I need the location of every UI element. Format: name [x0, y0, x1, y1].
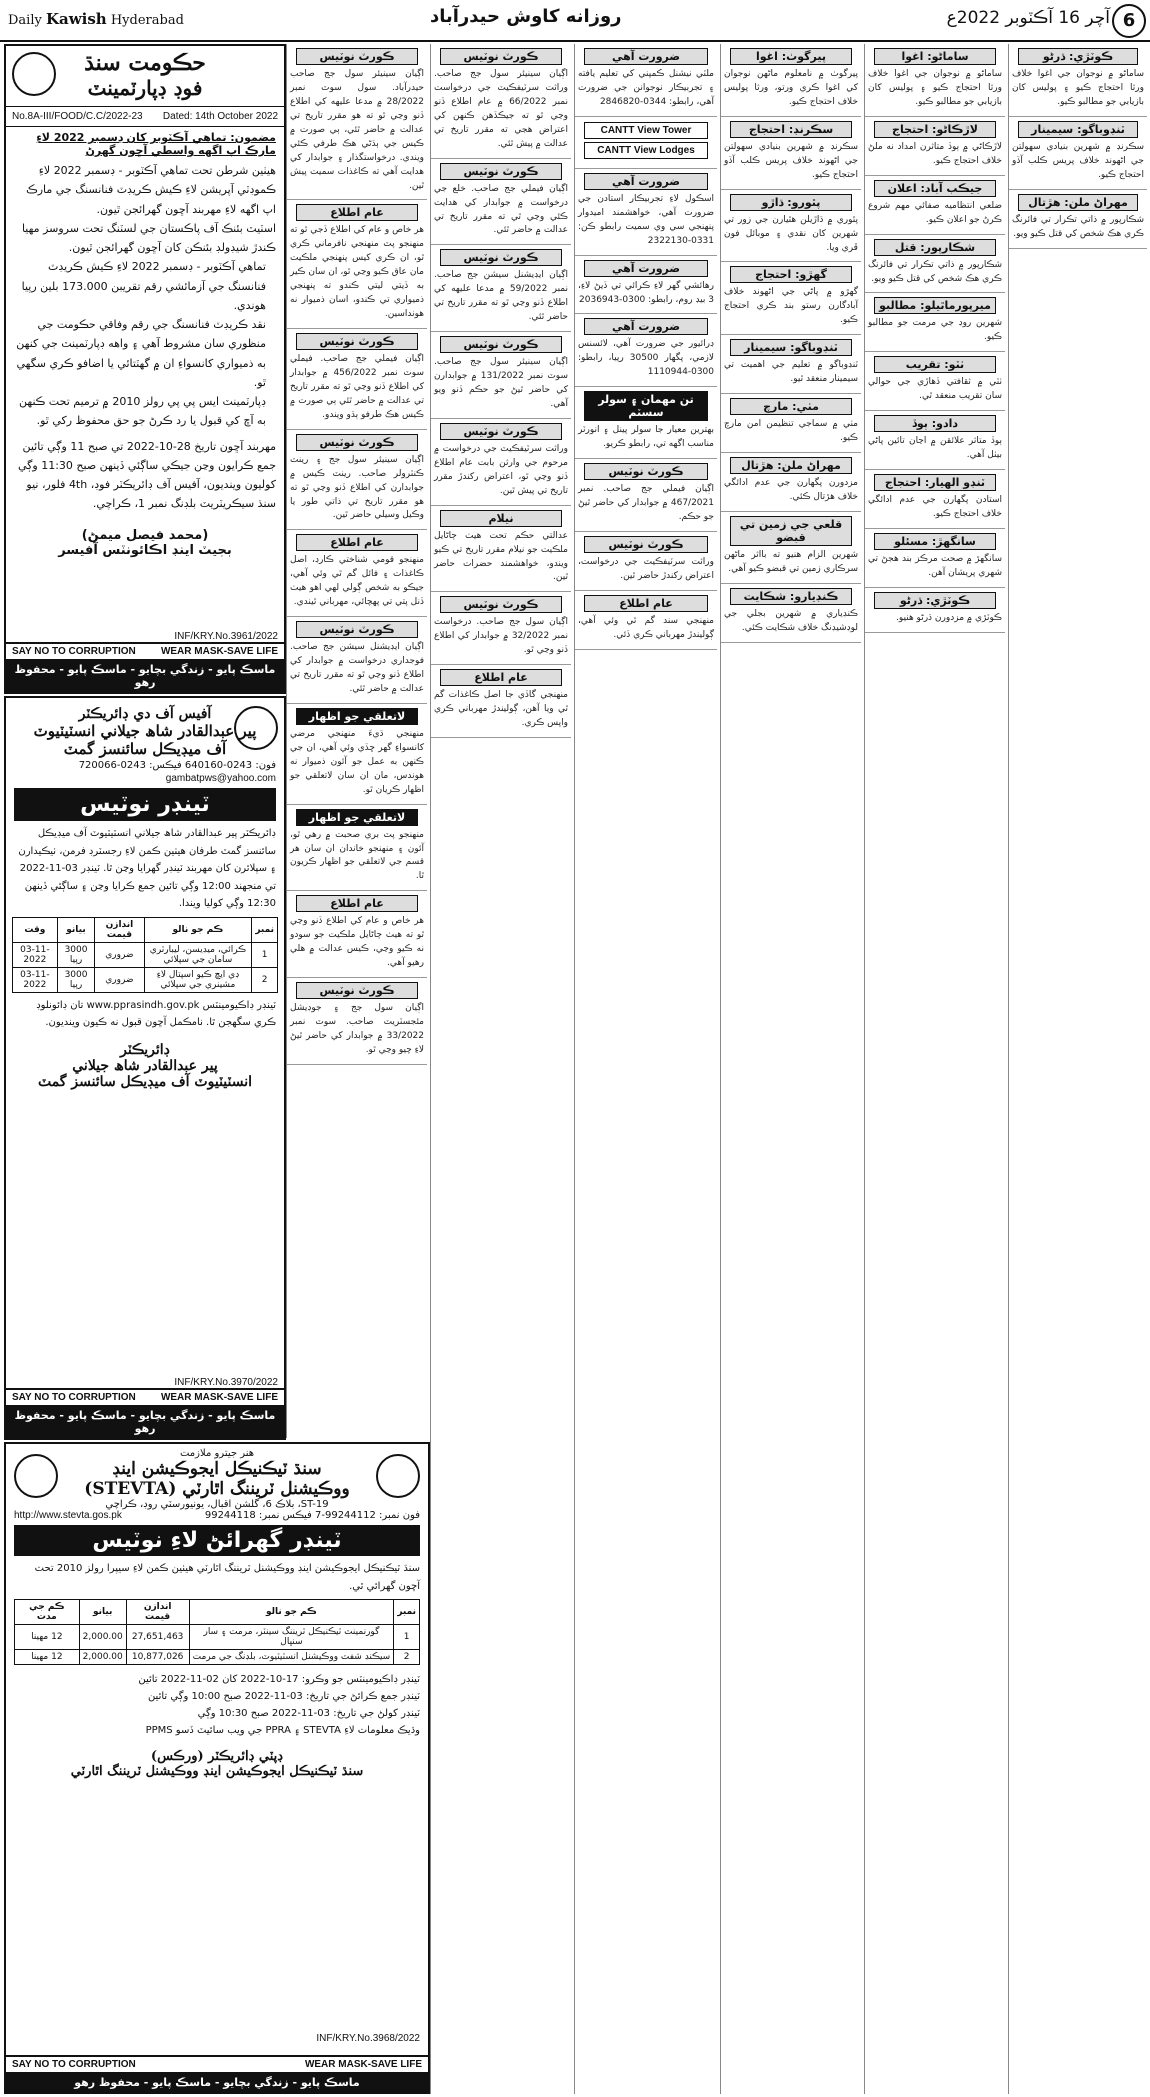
stevta-ad-name-1: سنڌ ٽيڪنيڪل ايجوڪيشن اينڊ [112, 1459, 322, 1479]
notice [431, 245, 571, 332]
notice-body: هر خاص و عام کي اطلاع ڏنو وڃي ٿو ته هيٺ ڄاڻايل ملڪيت جو سودو نه ڪيو وڃي، ڪيس عدالت ۾ هلي رهيو آهي. [290, 916, 424, 969]
notice-body: ملٽي نيشنل ڪمپني کي تعليم يافته ۽ تجربيڪار نوجوانن جي ضرورت آهي، رابطو: 0344-2846820 [578, 69, 714, 107]
table-cell: 3000 رپيا [57, 967, 95, 992]
news-body: ڪوٽڙي ۾ مزدورن ڌرڻو هنيو. [896, 612, 1002, 623]
notice [575, 44, 717, 117]
notice-heading: ڪورٽ نوٽيس [440, 596, 562, 613]
news-item [721, 453, 861, 512]
notice [431, 419, 571, 506]
food-ad-title-2: فوڊ ڊپارٽمينٽ [87, 76, 203, 100]
notice-heading: ڪورٽ نوٽيس [440, 423, 562, 440]
pir-ad-corruption-strip [6, 1388, 284, 1438]
notice-heading: ڪورٽ نوٽيس [296, 434, 418, 451]
stevta-schedule-item: وڌيڪ معلومات لاءِ STEVTA ۽ PPRA جي ويب سائيٽ ڏسو PPMS [145, 1725, 420, 1736]
table-cell: 1 [252, 942, 278, 967]
notice-body: رهائشي گهر لاءِ ڪرائي تي ڏيڻ لاءِ، 3 بيڊ روم، رابطو: 0300-2036943 [578, 280, 714, 305]
notice-heading: ڪورٽ نوٽيس [296, 621, 418, 638]
news-body: ڪنڊياري ۾ شهرين بجلي جي لوڊشيڊنگ خلاف شڪايت ڪئي. [724, 608, 858, 633]
table-cell: ڊي ايڇ ڪيو اسپتال لاءِ مشينري جي سپلائي [144, 967, 252, 992]
notice-heading: تن مهمان ۽ سولر سسٽم [584, 391, 708, 421]
food-ad-item-3: ڊپارٽمينٽ ايس پي پي رولز 2010 ۾ ترميم تحت ڪنهن به آڇ کي قبول يا رد ڪرڻ جو حق محفوظ رکي ٿو. [19, 395, 266, 428]
news-heading: لاڙڪاڻو: احتجاج [874, 121, 996, 138]
stevta-ad-tender-table [14, 1599, 420, 1665]
news-body: پٿوري ۾ ڌاڙيلن هٿيارن جي زور تي شهرين کان نقدي ۽ موبائل فون ڦري ويا. [724, 214, 858, 253]
table-header: ڪم جو نالو [189, 1600, 394, 1625]
corruption-right: WEAR MASK-SAVE LIFE [160, 646, 278, 657]
news-body: شڪارپور ۾ ذاتي تڪرار تي فائرنگ ڪري هڪ شخص کي قتل ڪيو ويو. [868, 259, 1002, 284]
notice-heading: ڪورٽ نوٽيس [584, 463, 708, 480]
news-body: شهرين الزام هنيو ته بااثر ماڻهن سرڪاري زمين تي قبضو ڪيو آهي. [724, 549, 858, 574]
notice [575, 459, 717, 532]
stevta-ad-inf-no: INF/KRY.No.3968/2022 [316, 2033, 420, 2044]
pir-ad-sign-1: ڊائريڪٽر [120, 1041, 170, 1058]
stevta-ad-address: ST-19، بلاڪ 6، گلشن اقبال، يونيورسٽي روڊ، ڪراچي [105, 1499, 329, 1510]
notice-heading: ڪورٽ نوٽيس [440, 163, 562, 180]
notice-body: عدالتي حڪم تحت هيٺ ڄاڻايل ملڪيت جو نيلام مقرر تاريخ تي ڪيو ويندو، خواهشمند حضرات حاضر ٿين. [434, 530, 568, 583]
stevta-schedule-item: ٽينڊر ڊاڪيومينٽس جو وڪرو: 17-10-2022 کان 02-11-2022 تائين [138, 1674, 420, 1685]
table-cell: 12 مهينا [15, 1625, 80, 1650]
sindh-govt-emblem-icon [12, 52, 56, 96]
food-ad-subject: مضمون: تماهي آڪٽوبر کان ڊسمبر 2022 لاءِ مارڪ اپ اگهه واسطي آڇون گهرڻ [36, 131, 276, 157]
court-notices-column-2 [430, 44, 571, 2094]
food-ad-inf-no: INF/KRY.No.3961/2022 [174, 631, 278, 642]
cantt-view-ad [575, 117, 717, 169]
notice-heading: ڪورٽ نوٽيس [296, 48, 418, 65]
stevta-ad-corruption-strip [6, 2055, 428, 2092]
notice-heading: ضرورت آهي [584, 48, 708, 65]
notice-body: اڳيان فيملي جج صاحب. خلع جي درخواست ۾ جوابدار کي هدايت ڪئي وڃي ٿي ته مقرر تاريخ تي عدالت ۾ حاضر ٿئي. [434, 183, 568, 236]
food-ad-signatory: (محمد فيصل ميمڻ) [81, 527, 209, 543]
notice-body: اسڪول لاءِ تجربيڪار استادن جي ضرورت آهي، خواهشمند اميدوار پنهنجي سي وي سميت رابطو ڪن: 0331-2322130 [578, 193, 714, 246]
news-item [721, 335, 861, 394]
stevta-ad-website: http://www.stevta.gos.pk [14, 1510, 122, 1521]
table-cell: 2 [252, 967, 278, 992]
news-body: سڪرنڊ ۾ شهرين بنيادي سهولتن جي اڻهوند خلاف پريس ڪلب آڏو احتجاج ڪيو. [1012, 141, 1144, 180]
table-header: بيانو [57, 917, 95, 942]
notice [431, 159, 571, 246]
notice [575, 314, 717, 387]
notice [287, 704, 427, 805]
notice-heading: ڪورٽ نوٽيس [440, 336, 562, 353]
notice [575, 591, 717, 650]
notice-heading: نيلام [440, 510, 562, 527]
news-heading: شڪارپور: قتل [874, 239, 996, 256]
corruption-sindhi: ماسڪ پايو - زندگي بچايو - ماسڪ پايو - محفوظ رهو [6, 660, 284, 692]
news-item [1009, 190, 1147, 249]
table-cell: 27,651,463 [126, 1625, 189, 1650]
news-item [721, 44, 861, 117]
news-item [865, 352, 1005, 411]
notice-body: منهنجي گاڏي جا اصل ڪاغذات گم ٿي ويا آهن، ڳوليندڙ مهرباني ڪري واپس ڪري. [434, 690, 568, 729]
table-cell: سيڪنڊ شفٽ ووڪيشنل انسٽيٽيوٽ، بلڊنگ جي مرمت [189, 1650, 394, 1665]
news-column-1 [720, 44, 861, 2094]
news-heading: ميرپورماٿيلو: مطالبو [874, 297, 996, 314]
news-heading: گهڙو: احتجاج [730, 266, 852, 283]
notice [287, 200, 427, 329]
table-header: بيانو [79, 1600, 126, 1625]
table-header: ڪم جي مدت [15, 1600, 80, 1625]
notice-heading: عام اطلاع [296, 895, 418, 912]
notice-body: منهنجي ڌيءَ منهنجي مرضي کانسواءِ گهر ڇڏي وئي آهي، ان جي ڪنهن به عمل جو آئون ذميوار نه هوندس، مان ان سان لاتعلقي جو اظهار ڪريان ٿو. [290, 728, 424, 795]
news-item [721, 512, 861, 584]
food-ad-closing: مهربند آڇون تاريخ 28-10-2022 تي صبح 11 وڳي تائين جمع ڪرايون وڃن جيڪي ساڳئي ڏينهن صبح 11:30 وڳي کوليون وينديون، آفيس آف ڊائريڪٽر فوڊ، 4th فلور، نيو سنڌ سيڪريٽريٽ بلڊنگ نمبر 1، ڪراچي. [17, 439, 276, 511]
notice [431, 506, 571, 593]
food-ad-ref-no: No.8A-III/FOOD/C.C/2022-23 [12, 111, 143, 122]
news-heading: قلعي جي زمين تي قبضو [730, 516, 852, 546]
pir-ad-notes: ٽينڊر ڊاڪيومينٽس www.pprasindh.gov.pk تان ڊائونلوڊ ڪري سگهجن ٿا. نامڪمل آڇون قبول نه ڪيون وينديون. [36, 999, 276, 1028]
news-item [865, 588, 1005, 633]
corruption-right: WEAR MASK-SAVE LIFE [160, 1392, 278, 1403]
notice-body: وراثت سرٽيفڪيٽ جي درخواست، اعتراض رکندڙ حاضر ٿين. [578, 556, 714, 581]
news-body: شهرين روڊ جي مرمت جو مطالبو ڪيو. [868, 318, 1002, 343]
corruption-sindhi: ماسڪ پايو - زندگي بچايو - ماسڪ پايو - محفوظ رهو [6, 2073, 428, 2092]
news-item [721, 394, 861, 453]
pir-ad-institute-2: آف ميڊيڪل سائنسز گمٽ [63, 740, 227, 758]
sindh-govt-emblem-icon [14, 1454, 58, 1498]
table-cell: 3000 رپيا [57, 942, 95, 967]
stevta-ad-banner: ٽينڊر گهرائڻ لاءِ نوٽيس [14, 1525, 420, 1556]
table-cell: 2,000.00 [79, 1625, 126, 1650]
news-item [721, 262, 861, 335]
notice [287, 329, 427, 430]
food-ad-corruption-strip [6, 642, 284, 692]
news-column-3 [1008, 44, 1147, 2094]
table-header: اندازن قيمت [95, 917, 144, 942]
table-header: ڪم جو نالو [144, 917, 252, 942]
table-cell: 1 [394, 1625, 420, 1650]
notice [575, 387, 717, 459]
news-heading: پٿورو: ڌاڙو [730, 194, 852, 211]
notice-heading: ڪورٽ نوٽيس [440, 48, 562, 65]
table-row [13, 942, 278, 967]
news-item [865, 176, 1005, 235]
news-item [1009, 117, 1147, 190]
news-item [865, 117, 1005, 176]
notice [287, 530, 427, 617]
stevta-ad-name-2: ووڪيشنل ٽريننگ اٿارٽي (STEVTA) [84, 1479, 350, 1499]
notice-body: اڳيان سينيئر سول جج صاحب حيدرآباد. سول سوٽ نمبر 28/2022 ۾ مدعا عليهه کي اطلاع ڏنو وڃي ٿو ته هو مقرر تاريخ تي عدالت ۾ حاضر ٿئي، ٻي صورت ۾ ڪيس جي ٻڌڻي هڪ طرفي ڪئي ويندي. درخواستگذار ۽ جوابدار کي هدايت آهي ته ڪاغذات سميت پيش ٿين. [290, 69, 424, 191]
news-body: ساماڻو ۾ نوجوان جي اغوا خلاف ورثا احتجاج ڪيو ۽ پوليس کان بازيابي جو مطالبو ڪيو. [868, 69, 1002, 107]
masthead [0, 0, 1150, 42]
food-ad-title-1: حڪومت سنڌ [84, 50, 206, 76]
table-cell: 2 [394, 1650, 420, 1665]
cantt-view-tower: CANTT View Tower [584, 122, 708, 139]
pir-ad-email: gambatpws@yahoo.com [165, 773, 276, 784]
news-heading: ڪوٽڙي: ڌرڻو [1018, 48, 1138, 65]
news-body: سانگهڙ ۾ صحت مرڪز بند هجڻ تي شهري پريشان آهن. [868, 553, 1002, 578]
news-heading: سڪرنڊ: احتجاج [730, 121, 852, 138]
news-item [865, 235, 1005, 294]
food-ad-date: Dated: 14th October 2022 [162, 111, 278, 122]
news-body: ضلعي انتظاميه صفائي مهم شروع ڪرڻ جو اعلان ڪيو. [868, 200, 1002, 225]
notice-heading: عام اطلاع [440, 669, 562, 686]
stevta-ad-sign-1: ڊپٽي ڊائريڪٽر (ورڪس) [150, 1749, 284, 1764]
pir-ad-sign-3: انسٽيٽيوٽ آف ميڊيڪل سائنسز گمٽ [37, 1073, 253, 1090]
stevta-ad-intro: سنڌ ٽيڪنيڪل ايجوڪيشن اينڊ ووڪيشنل ٽريننگ اٿارٽي هيٺين ڪمن لاءِ سيپرا رولز 2010 تحت آڇون گهرائي ٿي. [34, 1563, 420, 1592]
notice [287, 617, 427, 704]
table-header: وقت [13, 917, 58, 942]
notice [431, 665, 571, 738]
notice-body: اڳيان فيملي جج صاحب. فيملي سوٽ نمبر 456/2022 ۾ جوابدار کي اطلاع ڏنو وڃي ٿو ته مقرر تاريخ تي عدالت ۾ حاضر ٿئي ٻي صورت ۾ ڪيس هڪ طرفو ٻڌو ويندو. [290, 354, 424, 420]
notice [575, 169, 717, 256]
table-row [13, 967, 278, 992]
news-heading: جيڪب آباد: اعلان [874, 180, 996, 197]
notice-body: منهنجي سند گم ٿي وئي آهي، ڳوليندڙ مهرباني ڪري ڏئي. [578, 615, 714, 640]
news-column-2 [864, 44, 1005, 2094]
notice-heading: عام اطلاع [296, 204, 418, 221]
pir-ad-body: ڊائريڪٽر پير عبدالقادر شاھ جيلاني انسٽيٽيوٽ آف ميڊيڪل سائنسز گمٽ طرفان هيٺين ڪمن لاءِ رجسٽرڊ فرمن، ٺيڪيدارن ۽ سپلائرن کان مهربند ٽينڊر گهرايا وڃن ٿا. ٽينڊر 03-11-2022 تي منجهند 12:00 وڳي تائين جمع ڪرايا وڃن ۽ ساڳئي ڏينهن 12:30 وڳي کوليا ويندا. [18, 828, 276, 909]
food-ad-item-1: تماهي آڪٽوبر - ڊسمبر 2022 لاءِ ڪيش ڪريڊٽ فنانسنگ جي آزمائشي رقم تقريبن 173.000 بلين رپيا هوندي. [21, 260, 266, 312]
masthead-city: Hyderabad [110, 13, 184, 28]
page-number: 6 [1112, 4, 1146, 38]
table-header: نمبر [394, 1600, 420, 1625]
notice [431, 592, 571, 665]
notice-heading: ضرورت آهي [584, 318, 708, 335]
notice [287, 430, 427, 531]
notice-body: منهنجو قومي شناختي ڪارڊ، اصل ڪاغذات ۽ فائل گم ٿي وئي آهي، جيڪو به شخص ڳولي لهي اهو هيٺ ڏنل پتي تي پهچائي، مهرباني ٿيندي. [290, 555, 424, 608]
news-heading: مٺي: مارچ [730, 398, 852, 415]
news-body: شڪارپور ۾ ذاتي تڪرار تي فائرنگ ڪري هڪ شخص کي قتل ڪيو ويو. [1012, 214, 1144, 239]
stevta-schedule-item: ٽينڊر جمع ڪرائڻ جي تاريخ: 03-11-2022 صبح 10:00 وڳي تائين [147, 1691, 420, 1702]
notice-body: هر خاص و عام کي اطلاع ڏجي ٿو ته منهنجو پٽ منهنجي نافرماني ڪري ٿو، ان ڪري کيس پنهنجي ملڪيت مان عاق ڪيو وڃي ٿو، ان سان ڪير به ڏيتي ليتي ڪندو ته پنهنجي ذميواري تي ڪندو، اسان ذميوار نه هونداسين. [290, 225, 424, 320]
pir-institute-ad [4, 696, 286, 1440]
news-item [721, 117, 861, 190]
food-ad-item-2: نقد ڪريڊٽ فنانسنگ جي رقم وفاقي حڪومت جي منظوري سان مشروط آهي ۽ واهه ڊپارٽمينٽ جي کنهن به ذميواري کانسواءِ ان ۾ گهٽتائي يا اضافو ڪري سگهي ٿو. [16, 318, 266, 389]
news-heading: ٽنڊوباگو: سيمينار [730, 339, 852, 356]
masthead-prefix: Daily [8, 13, 42, 28]
corruption-left: SAY NO TO CORRUPTION [12, 646, 136, 657]
notice-heading: ڪورٽ نوٽيس [296, 333, 418, 350]
news-heading: ڪوٽڙي: ڌرڻو [874, 592, 996, 609]
notice-heading: ڪورٽ نوٽيس [584, 536, 708, 553]
table-row [15, 1650, 420, 1665]
news-item [865, 411, 1005, 470]
news-item [865, 44, 1005, 117]
table-cell: 03-11-2022 [13, 967, 58, 992]
news-heading: ساماڻو: اغوا [874, 48, 996, 65]
classifieds-column [574, 44, 717, 2094]
pir-ad-office: آفيس آف دي ڊائريڪٽر [78, 706, 212, 722]
news-body: سڪرنڊ ۾ شهرين بنيادي سهولتن جي اڻهوند خلاف پريس ڪلب آڏو احتجاج ڪيو. [724, 141, 858, 180]
notice-heading: ڪورٽ نوٽيس [440, 249, 562, 266]
notice-heading: لاتعلقي جو اظهار [296, 809, 418, 826]
notice-heading: ضرورت آهي [584, 173, 708, 190]
table-cell: ڪرائي، ميڊيسن، ليبارٽري سامان جي سپلائي [144, 942, 252, 967]
notice-body: اڳيان سينيئر سول جج صاحب. سوٽ نمبر 131/2022 ۾ جوابدارن کي حاضر ٿيڻ جو حڪم ڏنو ويو آهي. [434, 357, 568, 409]
stevta-ad [4, 1442, 430, 2094]
notice-body: اڳيان ايڊيشنل سيشن جج صاحب. فوجداري درخواست ۾ جوابدار کي اطلاع ڏنو وڃي ٿو ته مقرر تاريخ تي عدالت ۾ حاضر ٿئي. [290, 642, 424, 694]
table-cell: 03-11-2022 [13, 942, 58, 967]
food-department-ad [4, 44, 286, 694]
table-cell: ضروري [95, 967, 144, 992]
notice-heading: ضرورت آهي [584, 260, 708, 277]
notice-heading: ڪورٽ نوٽيس [296, 982, 418, 999]
notice [431, 44, 571, 159]
news-body: لاڙڪاڻي ۾ ٻوڏ متاثرن امداد نه ملڻ خلاف احتجاج ڪيو. [868, 141, 1002, 166]
news-body: مزدورن پگهارن جي عدم ادائگي خلاف هڙتال ڪئي. [724, 478, 858, 502]
news-body: گهڙو ۾ پاڻي جي اڻهوند خلاف آبادگارن رستو بند ڪري احتجاج ڪيو. [724, 287, 858, 326]
news-body: ٻوڏ متاثر علائقن ۾ اڃان تائين پاڻي بيٺل آهي. [868, 436, 1002, 461]
notice [287, 978, 427, 1065]
pir-ad-banner: ٽينڊر نوٽيس [14, 788, 276, 821]
court-notices-column-1 [286, 44, 427, 1438]
masthead-title: روزانه كاوش حيدرآباد [430, 6, 622, 27]
stevta-schedule-item: ٽينڊر کولڻ جي تاريخ: 03-11-2022 صبح 10:30 وڳي [197, 1708, 420, 1719]
notice [575, 256, 717, 315]
news-heading: پيرگوٺ: اغوا [730, 48, 852, 65]
news-body: ساماڻو ۾ نوجوان جي اغوا خلاف ورثا احتجاج ڪيو ۽ پوليس کان بازيابي جو مطالبو ڪيو. [1012, 69, 1144, 107]
notice-body: بهترين معيار جا سولر پينل ۽ انورٽر مناسب اگهه تي، رابطو ڪريو. [578, 425, 714, 450]
news-heading: مهراڻ ملن: هڙتال [730, 457, 852, 474]
pir-ad-inf-no: INF/KRY.No.3970/2022 [174, 1377, 278, 1388]
food-ad-signatory-title: بجيٽ اينڊ اڪائونٽس آفيسر [58, 542, 232, 558]
notice-heading: عام اطلاع [584, 595, 708, 612]
notice-body: وراثت سرٽيفڪيٽ جي درخواست ۾ مرحوم جي وارثن بابت عام اطلاع ڏنو وڃي ٿو، اعتراض رکندڙ مقرر تاريخ تي پيش ٿين. [434, 443, 568, 496]
notice-heading: لاتعلقي جو اظهار [296, 708, 418, 725]
table-row [15, 1625, 420, 1650]
notice [287, 891, 427, 978]
pir-ad-sign-2: پير عبدالقادر شاھ جيلاني [72, 1057, 218, 1074]
news-item [865, 529, 1005, 588]
news-heading: ٺٽو: تقريب [874, 356, 996, 373]
corruption-left: SAY NO TO CORRUPTION [12, 1392, 136, 1403]
table-header: نمبر [252, 917, 278, 942]
notice-body: ڊرائيور جي ضرورت آهي، لائسنس لازمي، پگهار 30500 رپيا، رابطو: 0300-1110944 [578, 339, 714, 378]
table-cell: 2,000.00 [79, 1650, 126, 1665]
corruption-sindhi: ماسڪ پايو - زندگي بچايو - ماسڪ پايو - محفوظ رهو [6, 1406, 284, 1438]
news-heading: ٽنڊوباگو: سيمينار [1018, 121, 1138, 138]
news-body: مٺي ۾ سماجي تنظيمن امن مارچ ڪيو. [724, 419, 858, 444]
stevta-ad-sign-2: سنڌ ٽيڪنيڪل ايجوڪيشن اينڊ ووڪيشنل ٽريننگ اٿارٽي [70, 1764, 364, 1779]
news-heading: مهراڻ ملن: هڙتال [1018, 194, 1138, 211]
notice-body: اڳيان فيملي جج صاحب. نمبر 467/2021 ۾ جوابدار کي حاضر ٿيڻ جو حڪم. [578, 484, 714, 522]
corruption-right: WEAR MASK-SAVE LIFE [304, 2059, 422, 2070]
notice [431, 332, 571, 419]
notice-body: اڳيان سول جج صاحب. درخواست نمبر 32/2022 ۾ جوابدار کي اطلاع ڏنو وڃي ٿو. [434, 617, 568, 656]
notice-body: اڳيان سول جج ۽ جوڊيشل مئجسٽريٽ صاحب. سوٽ نمبر 33/2022 ۾ جوابدار کي حاضر ٿيڻ لاءِ چيو وڃي ٿو. [290, 1003, 424, 1055]
notice [287, 44, 427, 200]
pir-ad-tender-table [12, 917, 278, 993]
notice-heading: عام اطلاع [296, 534, 418, 551]
cantt-view-lodges: CANTT View Lodges [584, 142, 708, 159]
news-heading: دادو: ٻوڏ [874, 415, 996, 432]
notice [575, 532, 717, 591]
food-ad-body-1: هيٺين شرطن تحت تماهي آڪٽوبر - ڊسمبر 2022 لاءِ ڪموڊٽي آپريشن لاءِ ڪيش ڪريڊٽ فنانسنگ جي مارڪ اپ اگهه لاءِ مهربند آڇون گهرائجن ٿيون. [26, 164, 276, 216]
news-item [721, 584, 861, 643]
news-item [721, 190, 861, 263]
news-item [865, 293, 1005, 352]
table-cell: 12 مهينا [15, 1650, 80, 1665]
news-body: استادن پگهارن جي عدم ادائگي خلاف احتجاج ڪيو. [868, 495, 1002, 519]
news-heading: ڪنڊيارو: شڪايت [730, 588, 852, 605]
stevta-ad-top: هنر جيترو ملازمت [179, 1448, 255, 1459]
pir-ad-institute-1: پير عبدالقادر شاھ جيلاني انسٽيٽيوٽ [33, 722, 257, 740]
table-cell: ضروري [95, 942, 144, 967]
notice-body: منهنجو پٽ بري صحبت ۾ رهي ٿو، آئون ۽ منهنجو خاندان ان سان هر قسم جي لاتعلقي جو اظهار ڪريون ٿا. [290, 829, 424, 882]
masthead-date: آچر 16 آڪٽوبر 2022ع [946, 8, 1110, 28]
notice-body: اڳيان سينيئر سول جج صاحب. وراثت سرٽيفڪيٽ جي درخواست نمبر 66/2022 ۾ عام اطلاع ڏنو وڃي ٿو ته جيڪڏهن ڪنهن کي اعتراض هجي ته مقرر تاريخ تي عدالت ۾ پيش ٿئي. [434, 69, 568, 149]
news-item [865, 470, 1005, 529]
food-ad-body-2: اسٽيٽ بئنڪ آف پاڪستان جي لسٽنگ تحت سروسز مهيا ڪندڙ شيڊولڊ بئنڪن کان آڇون گهرائجن ٿيون. [21, 221, 276, 254]
news-body: ٽنڊوباگو ۾ تعليم جي اهميت تي سيمينار منعقد ٿيو. [724, 360, 858, 385]
stevta-logo-icon [376, 1454, 420, 1498]
masthead-brand: Kawish [45, 10, 107, 28]
table-header: اندازن قيمت [126, 1600, 189, 1625]
institute-logo-icon [234, 706, 278, 750]
notice-body: اڳيان ايڊيشنل سيشن جج صاحب. نمبر 59/2022 ۾ مدعا عليهه کي اطلاع ڏنو وڃي ٿو ته مقرر تاريخ تي حاضر ٿئي. [434, 270, 568, 323]
news-item [1009, 44, 1147, 117]
table-cell: گورنمينٽ ٽيڪنيڪل ٽريننگ سينٽر، مرمت ۽ سار سنڀال [189, 1625, 394, 1650]
news-heading: ٽنڊو الهيار: احتجاج [874, 474, 996, 491]
stevta-ad-contact: فون نمبر: 99244112-7 فيڪس نمبر: 99244118 [204, 1510, 420, 1521]
pir-ad-phone: فون: 0243-640160 فيڪس: 0243-720066 [78, 760, 276, 771]
news-heading: سانگهڙ: مسئلو [874, 533, 996, 550]
table-cell: 10,877,026 [126, 1650, 189, 1665]
corruption-left: SAY NO TO CORRUPTION [12, 2059, 136, 2070]
news-body: ٺٽي ۾ ثقافتي ڏهاڙي جي حوالي سان تقريب منعقد ٿي. [868, 377, 1002, 402]
news-body: پيرگوٺ ۾ نامعلوم ماڻهن نوجوان کي اغوا ڪري ورتو، ورثا پوليس خلاف احتجاج ڪيو. [724, 69, 858, 107]
notice-body: اڳيان سينيئر سول جج ۽ رينٽ ڪنٽرولر صاحب. رينٽ ڪيس ۾ جوابدارن کي اطلاع ڏنو وڃي ٿو ته هو مقرر تاريخ تي ذاتي طور يا وڪيل وسيلي حاضر ٿين. [290, 454, 424, 521]
notice [287, 805, 427, 892]
masthead-left [8, 10, 184, 28]
